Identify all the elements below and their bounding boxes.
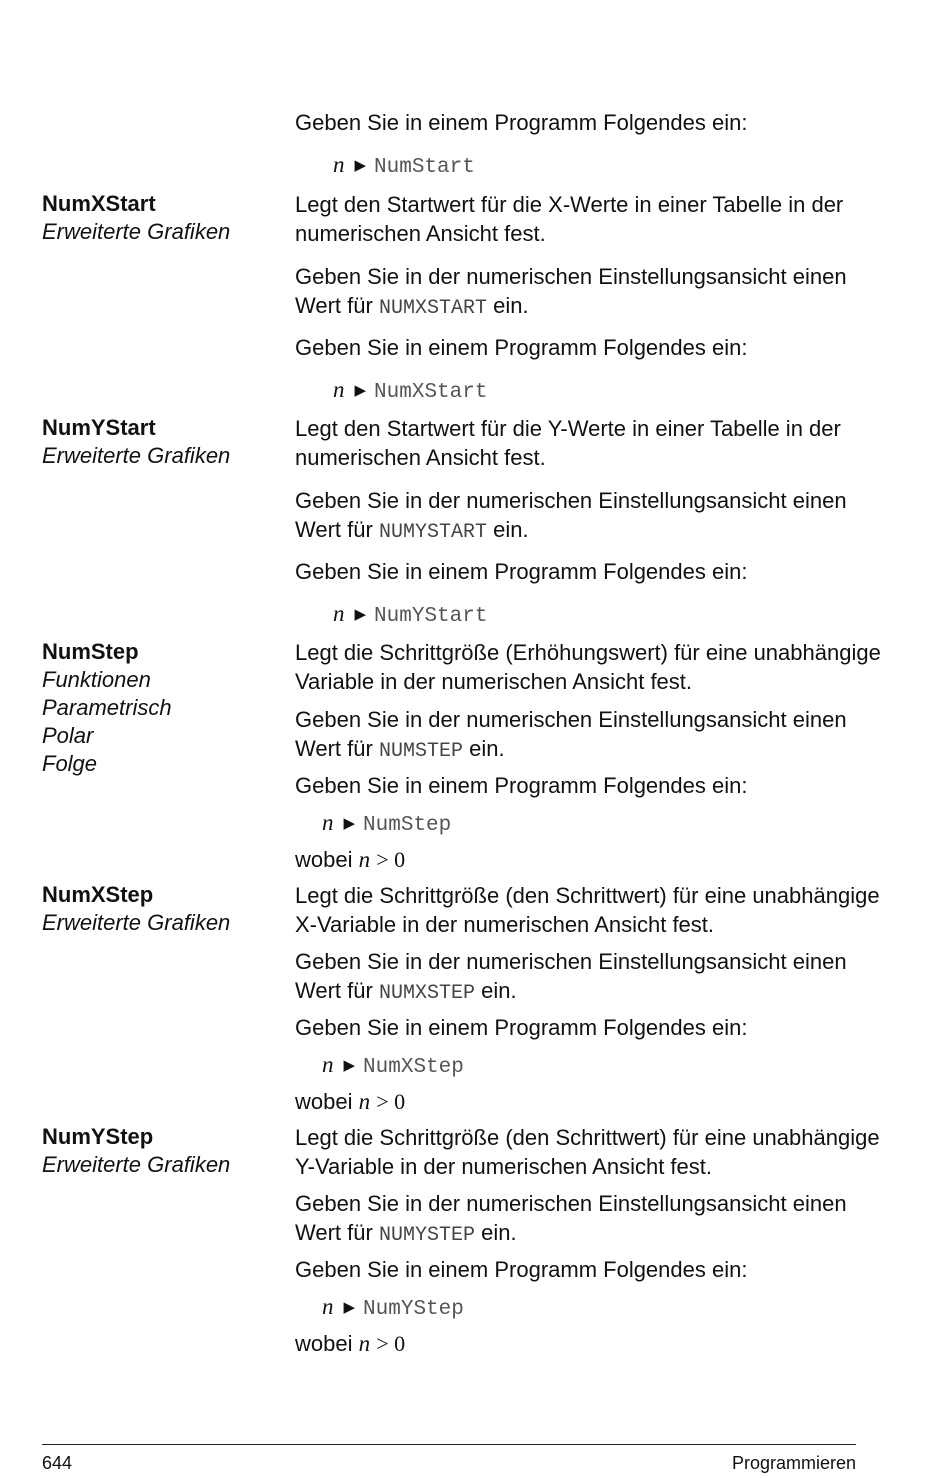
- term-description: Legt die Schrittgröße (den Schrittwert) für eine unabhängige X-Variable in der numerischen Ansicht fest.: [295, 883, 880, 937]
- condition: > 0: [376, 1331, 406, 1356]
- term-category: Erweiterte Grafiken: [42, 443, 231, 468]
- footer-divider: [42, 1444, 856, 1445]
- setup-text-end: ein.: [469, 736, 505, 761]
- command-name: NumYStart: [374, 605, 488, 628]
- term-name: NumYStep: [42, 1124, 154, 1149]
- variable-n: n: [333, 601, 345, 626]
- command-syntax: [322, 1292, 464, 1324]
- term-category: Funktionen: [42, 667, 151, 692]
- setup-text-end: ein.: [493, 517, 529, 542]
- term-name: NumStep: [42, 639, 139, 664]
- setup-text-end: ein.: [481, 978, 517, 1003]
- program-instruction: Geben Sie in einem Programm Folgendes ein:: [295, 559, 748, 584]
- term-name: NumXStart: [42, 191, 156, 216]
- variable-n: n: [333, 152, 345, 177]
- command-syntax: [333, 150, 475, 182]
- setup-text: Geben Sie in der numerischen Einstellungsansicht einen Wert für: [295, 1191, 847, 1245]
- command-syntax: [333, 375, 487, 407]
- term-category: Erweiterte Grafiken: [42, 910, 231, 935]
- term-name: NumYStart: [42, 415, 156, 440]
- setup-instruction: [295, 705, 895, 766]
- variable-n: n: [333, 377, 345, 402]
- setup-instruction: [295, 1189, 895, 1250]
- variable-n: n: [358, 1089, 371, 1114]
- program-instruction: Geben Sie in einem Programm Folgendes ein:: [295, 1257, 748, 1282]
- store-arrow-icon: ▶: [354, 157, 367, 174]
- setup-code: NUMYSTART: [378, 521, 487, 544]
- setup-text: Geben Sie in der numerischen Einstellungsansicht einen Wert für: [295, 707, 847, 761]
- setup-code: NUMSTEP: [378, 740, 463, 763]
- setup-instruction: [295, 947, 895, 1008]
- store-arrow-icon: ▶: [343, 1057, 356, 1074]
- variable-n: n: [322, 1052, 334, 1077]
- command-name: NumXStep: [363, 1056, 464, 1079]
- term-numxstart: [42, 190, 282, 246]
- setup-code: NUMXSTART: [378, 297, 487, 320]
- command-syntax: [333, 599, 487, 631]
- variable-n: n: [358, 847, 371, 872]
- page-number: 644: [42, 1453, 73, 1473]
- term-description: Legt den Startwert für die X-Werte in einer Tabelle in der numerischen Ansicht fest.: [295, 192, 844, 246]
- condition: > 0: [376, 847, 406, 872]
- program-instruction: Geben Sie in einem Programm Folgendes ein:: [295, 335, 748, 360]
- term-category: Polar: [42, 723, 94, 748]
- store-arrow-icon: ▶: [343, 815, 356, 832]
- term-numystart: [42, 414, 282, 470]
- setup-text-end: ein.: [481, 1220, 517, 1245]
- command-syntax: [322, 808, 451, 840]
- condition-note: [295, 1329, 895, 1358]
- program-instruction: Geben Sie in einem Programm Folgendes ein:: [295, 1015, 748, 1040]
- store-arrow-icon: ▶: [343, 1299, 356, 1316]
- term-numstep: [42, 638, 282, 778]
- setup-code: NUMXSTEP: [378, 982, 475, 1005]
- term-numystep: [42, 1123, 282, 1179]
- variable-n: n: [358, 1331, 371, 1356]
- setup-text: Geben Sie in der numerischen Einstellungsansicht einen Wert für: [295, 949, 847, 1003]
- setup-code: NUMYSTEP: [378, 1224, 475, 1247]
- where-word: wobei: [295, 1331, 353, 1356]
- setup-text: Geben Sie in der numerischen Einstellungsansicht einen Wert für: [295, 488, 847, 542]
- setup-text-end: ein.: [493, 293, 529, 318]
- condition-note: [295, 1087, 895, 1116]
- store-arrow-icon: ▶: [354, 382, 367, 399]
- command-name: NumYStep: [363, 1298, 464, 1321]
- term-category: Parametrisch: [42, 695, 172, 720]
- section-title: Programmieren: [731, 1453, 856, 1473]
- variable-n: n: [322, 1294, 334, 1319]
- term-name: NumXStep: [42, 882, 154, 907]
- command-name: NumXStart: [374, 381, 488, 404]
- where-word: wobei: [295, 1089, 353, 1114]
- where-word: wobei: [295, 847, 353, 872]
- condition: > 0: [376, 1089, 406, 1114]
- term-description: Legt die Schrittgröße (Erhöhungswert) für eine unabhängige Variable in der numerischen Ansicht fest.: [295, 640, 881, 694]
- setup-instruction: [295, 486, 895, 547]
- program-instruction: Geben Sie in einem Programm Folgendes ein:: [295, 110, 748, 135]
- condition-note: [295, 845, 895, 874]
- term-description: Legt den Startwert für die Y-Werte in einer Tabelle in der numerischen Ansicht fest.: [295, 416, 841, 470]
- command-name: NumStart: [374, 156, 475, 179]
- term-category: Erweiterte Grafiken: [42, 1152, 231, 1177]
- command-syntax: [322, 1050, 464, 1082]
- program-instruction: Geben Sie in einem Programm Folgendes ein:: [295, 773, 748, 798]
- command-name: NumStep: [363, 814, 452, 837]
- variable-n: n: [322, 810, 334, 835]
- setup-text: Geben Sie in der numerischen Einstellungsansicht einen Wert für: [295, 264, 847, 318]
- term-category: Erweiterte Grafiken: [42, 219, 231, 244]
- setup-instruction: [295, 262, 895, 323]
- store-arrow-icon: ▶: [354, 606, 367, 623]
- term-numxstep: [42, 881, 282, 937]
- term-description: Legt die Schrittgröße (den Schrittwert) für eine unabhängige Y-Variable in der numerischen Ansicht fest.: [295, 1125, 880, 1179]
- term-category: Folge: [42, 751, 98, 776]
